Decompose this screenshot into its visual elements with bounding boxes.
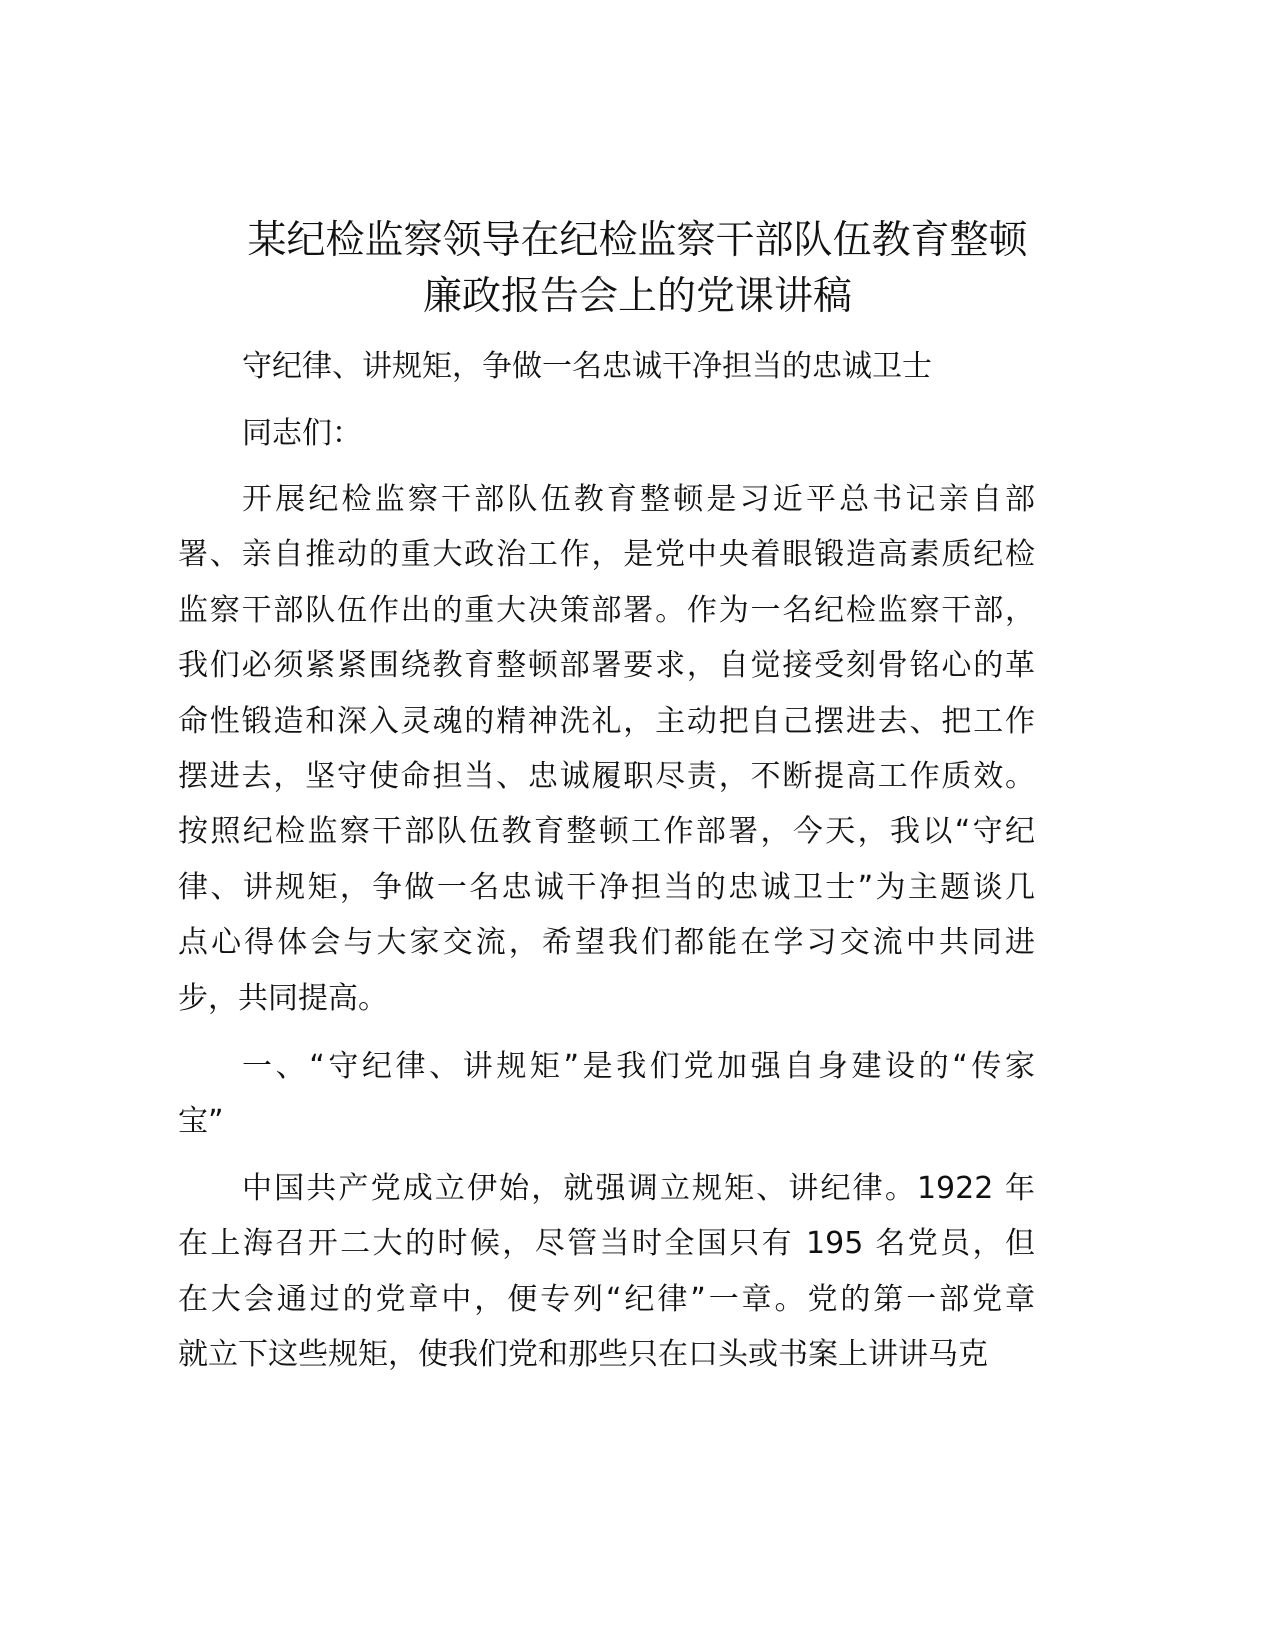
paragraph-line: 监察干部队伍作出的重大决策部署。作为一名纪检监察干部， xyxy=(178,592,1035,628)
paragraph-line: 就立下这些规矩，使我们党和那些只在口头或书案上讲讲马克 xyxy=(178,1337,988,1373)
paragraph-line: 步，共同提高。 xyxy=(178,980,388,1016)
paragraph-line: 署、亲自推动的重大政治工作，是党中央着眼锻造高素质纪检 xyxy=(178,537,1035,573)
document-title-line-1: 某纪检监察领导在纪检监察干部队伍教育整顿 xyxy=(247,218,1028,263)
paragraph-line: 摆进去，坚守使命担当、忠诚履职尽责，不断提高工作质效。 xyxy=(178,759,1035,794)
paragraph-line: 命性锻造和深入灵魂的精神洗礼，主动把自己摆进去、把工作 xyxy=(178,703,1035,739)
paragraph-line: 宝” xyxy=(178,1104,224,1140)
paragraph-line: 中国共产党成立伊始，就强调立规矩、讲纪律。1922 年 xyxy=(242,1171,1035,1206)
paragraph-line: 在大会通过的党章中，便专列“纪律”一章。党的第一部党章 xyxy=(178,1281,1035,1317)
document-title-line-2: 廉政报告会上的党课讲稿 xyxy=(422,274,852,319)
salutation: 同志们： xyxy=(242,416,362,451)
paragraph-line: 按照纪检监察干部队伍教育整顿工作部署，今天，我以“守纪 xyxy=(178,814,1035,850)
paragraph-line: 一、“守纪律、讲规矩”是我们党加强自身建设的“传家 xyxy=(242,1049,1035,1084)
paragraph-line: 开展纪检监察干部队伍教育整顿是习近平总书记亲自部 xyxy=(242,482,1035,517)
subtitle: 守纪律、讲规矩，争做一名忠诚干净担当的忠诚卫士 xyxy=(242,349,932,384)
paragraph-line: 在上海召开二大的时候，尽管当时全国只有 195 名党员，但 xyxy=(178,1226,1035,1262)
paragraph-line: 我们必须紧紧围绕教育整顿部署要求，自觉接受刻骨铭心的革 xyxy=(178,648,1035,684)
paragraph-line: 点心得体会与大家交流，希望我们都能在学习交流中共同进 xyxy=(178,925,1035,961)
paragraph-line: 律、讲规矩，争做一名忠诚干净担当的忠诚卫士”为主题谈几 xyxy=(178,869,1035,905)
